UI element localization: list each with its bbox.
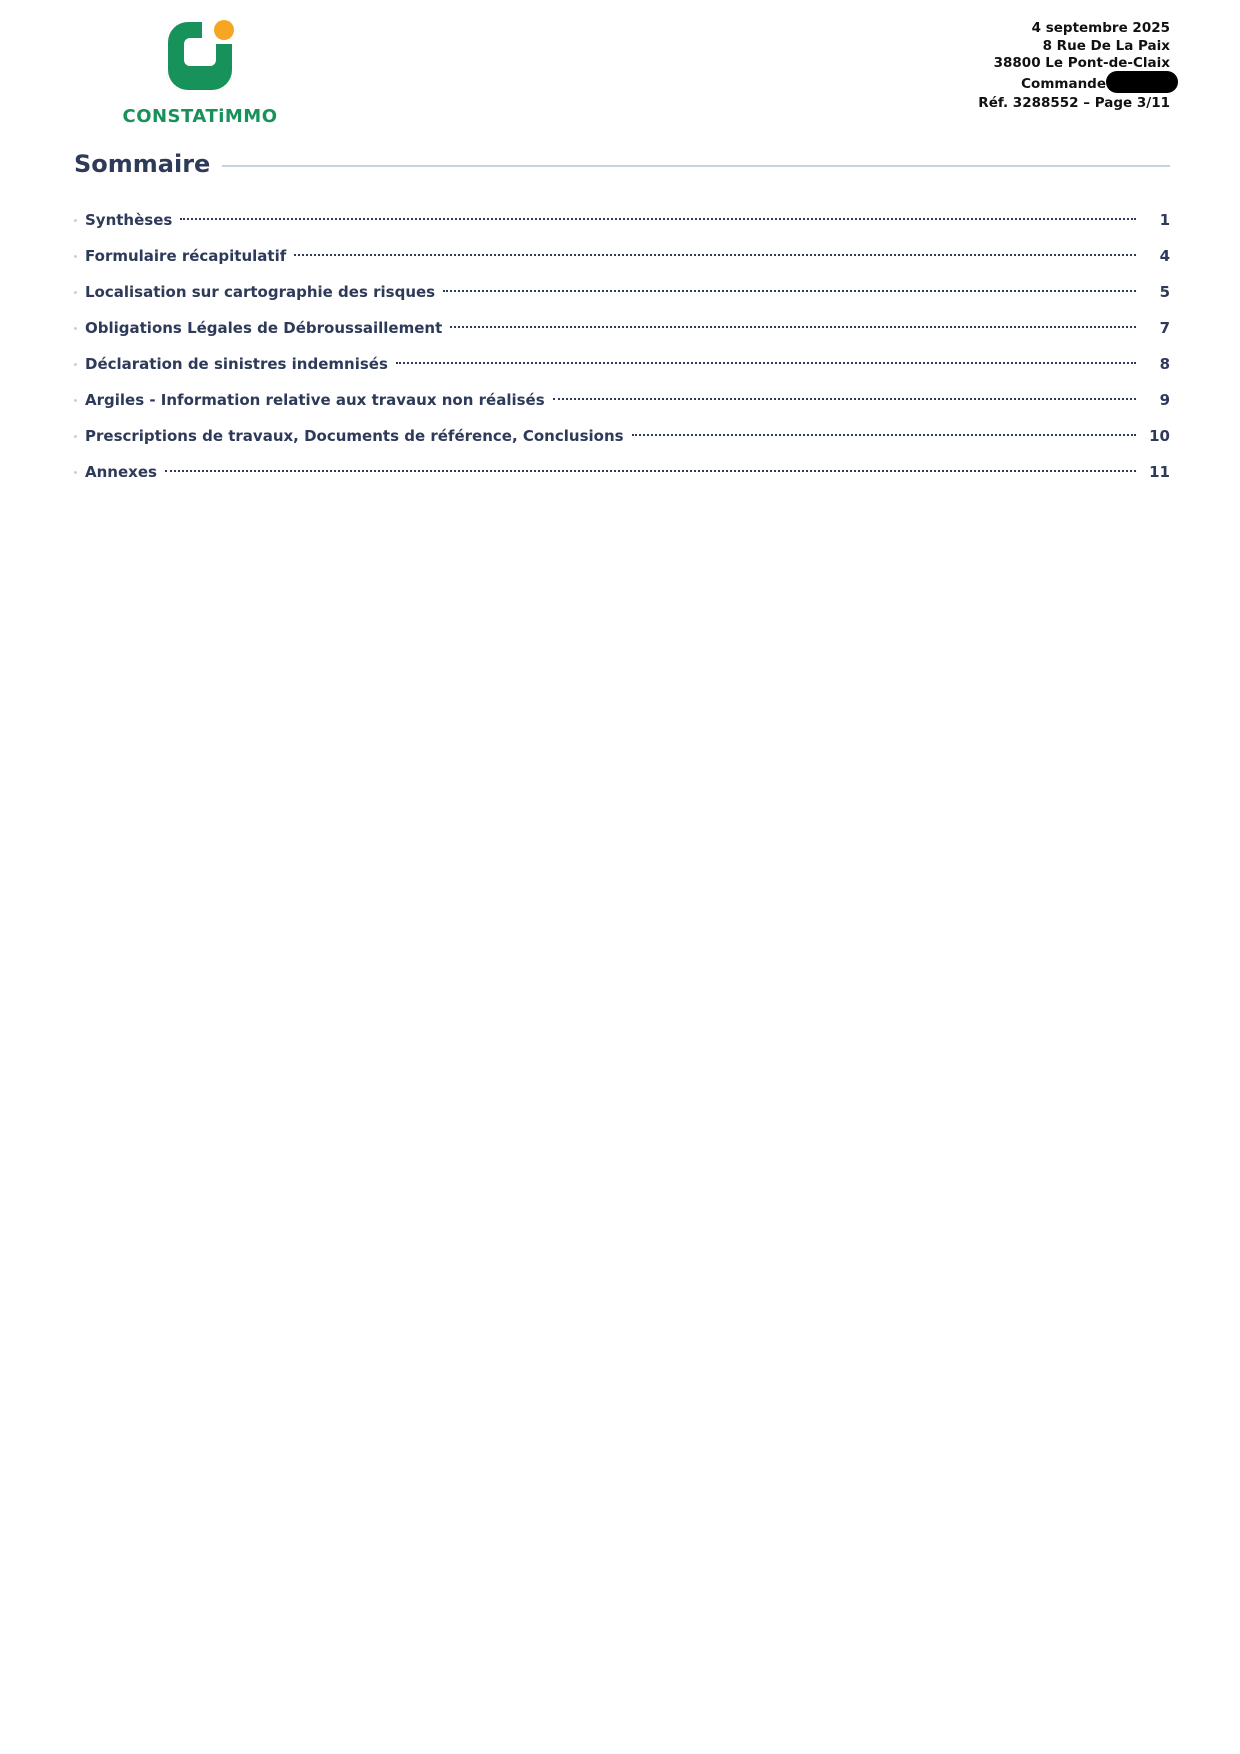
toc-dot-leader <box>450 326 1136 328</box>
title-divider <box>222 165 1170 167</box>
toc-item-label: Localisation sur cartographie des risques <box>85 283 436 301</box>
toc-item[interactable] <box>74 418 1170 454</box>
table-of-contents <box>74 202 1170 490</box>
company-logo <box>118 20 282 130</box>
toc-dot-leader <box>443 290 1136 292</box>
address-line-1: 8 Rue De La Paix <box>1042 37 1170 54</box>
toc-dot-leader <box>396 362 1136 364</box>
toc-item[interactable] <box>74 202 1170 238</box>
bullet-icon <box>74 219 77 222</box>
toc-dot-leader <box>294 254 1136 256</box>
toc-item[interactable] <box>74 454 1170 490</box>
bullet-icon <box>74 399 77 402</box>
toc-item[interactable] <box>74 346 1170 382</box>
toc-item-label: Synthèses <box>85 211 173 229</box>
toc-dot-leader <box>553 398 1136 400</box>
toc-item-label: Formulaire récapitulatif <box>85 247 287 265</box>
toc-dot-leader <box>165 470 1136 472</box>
toc-item-page: 1 <box>1159 211 1170 229</box>
toc-item-page: 4 <box>1159 247 1170 265</box>
toc-item[interactable] <box>74 274 1170 310</box>
bullet-icon <box>74 471 77 474</box>
document-date: 4 septembre 2025 <box>1031 20 1170 36</box>
toc-item-page: 9 <box>1159 391 1170 409</box>
toc-item-page: 5 <box>1159 283 1170 301</box>
logo-wordmark: CONSTATiMMO <box>122 106 278 127</box>
toc-item-label: Argiles - Information relative aux travaux non réalisés <box>85 391 545 409</box>
toc-item-label: Déclaration de sinistres indemnisés <box>85 355 388 373</box>
document-header-info <box>978 20 1170 112</box>
bullet-icon <box>74 435 77 438</box>
toc-item-page: 7 <box>1159 319 1170 337</box>
toc-item[interactable] <box>74 382 1170 418</box>
toc-item-label: Prescriptions de travaux, Documents de référence, Conclusions <box>85 427 624 445</box>
bullet-icon <box>74 255 77 258</box>
toc-item-page: 10 <box>1149 427 1170 445</box>
toc-item-page: 8 <box>1159 355 1170 373</box>
toc-item-label: Obligations Légales de Débroussaillement <box>85 319 443 337</box>
toc-dot-leader <box>180 218 1136 220</box>
address-line-2: 38800 Le Pont-de-Claix <box>993 55 1170 71</box>
toc-item[interactable] <box>74 310 1170 346</box>
toc-item-page: 11 <box>1149 463 1170 481</box>
toc-dot-leader <box>632 434 1136 436</box>
commande-label: Commande <box>1021 75 1106 92</box>
toc-item[interactable] <box>74 238 1170 274</box>
logo-icon <box>164 20 240 92</box>
bullet-icon <box>74 363 77 366</box>
toc-item-label: Annexes <box>85 463 157 481</box>
section-title-row <box>74 146 1170 182</box>
reference-page: Réf. 3288552 – Page 3/11 <box>978 94 1170 111</box>
bullet-icon <box>74 291 77 294</box>
redaction-mark <box>1106 71 1178 93</box>
page-title: Sommaire <box>74 150 211 178</box>
bullet-icon <box>74 327 77 330</box>
commande-line <box>978 73 1170 95</box>
